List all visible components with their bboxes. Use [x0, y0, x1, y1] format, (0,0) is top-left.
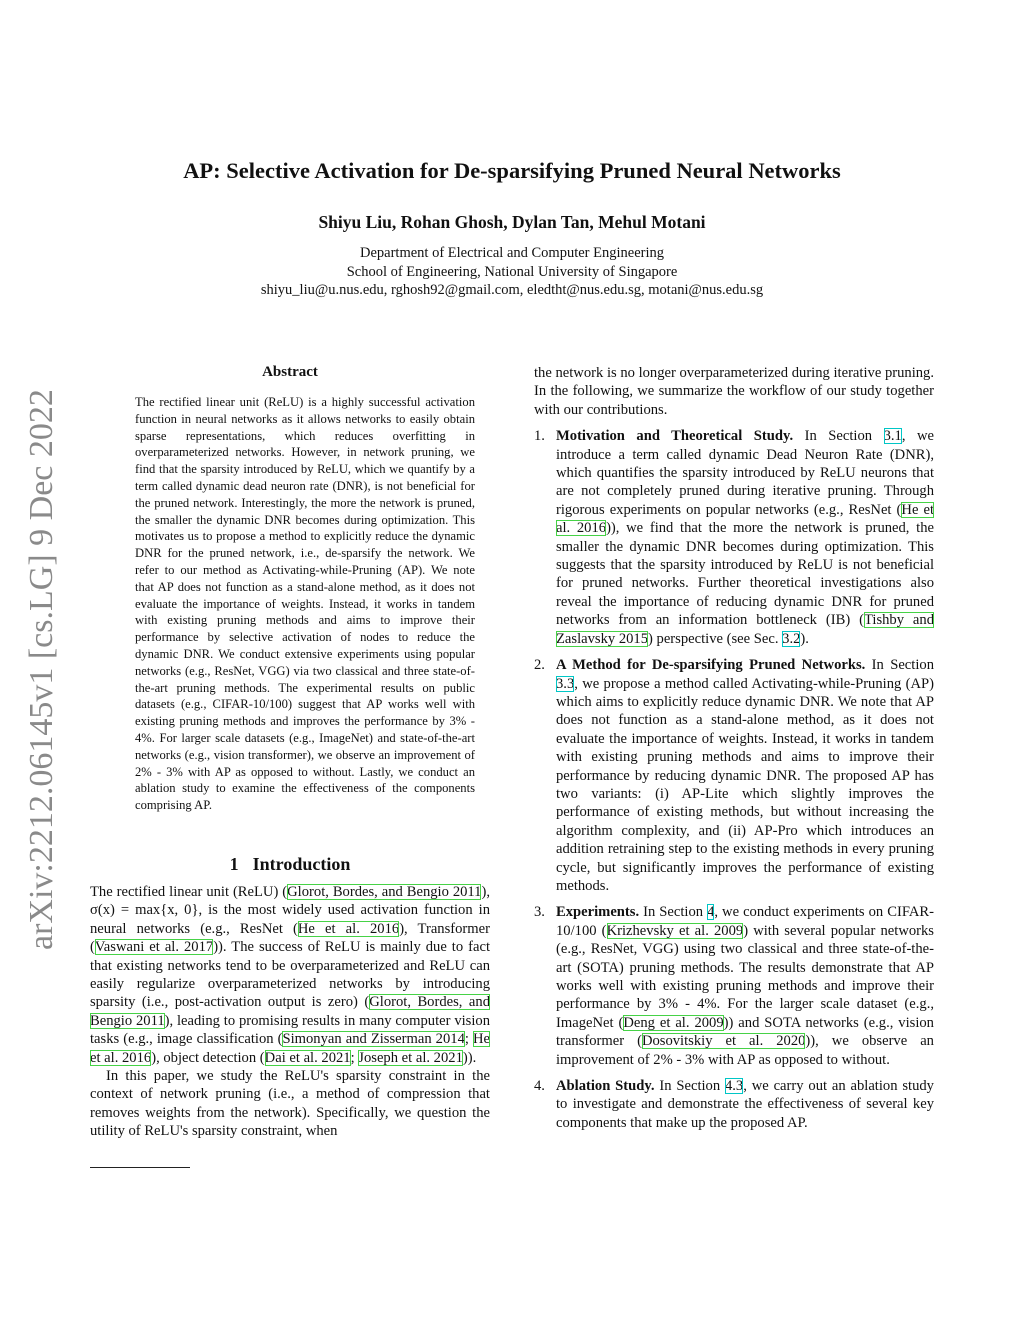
section-number: 1 [229, 854, 239, 874]
section-heading-introduction [90, 854, 490, 875]
text-run: ). [800, 630, 809, 647]
text-run: )), we find that the more the network is pruned, the smaller the dynamic DNR becomes during optimization. This suggests that the sparsity introduced by ReLU is not beneficial for pruned networks. Further theoretical investigations also reveal the importance of reducing dynamic DNR for pruned networks from an information bottleneck (IB) ( [556, 520, 934, 629]
abstract-text: The rectified linear unit (ReLU) is a highly successful activation function in neural networks as it allows networks to easily obtain sparse representations, which reduces overfitting in overparameterized networks. However, in network pruning, we find that the sparsity introduced by ReLU, which we quantify by a term called dynamic dead neuron rate (DNR), is not beneficial for the pruned network. Interestingly, the more the network is pruned, the smaller the dynamic DNR becomes during optimization. This motivates us to propose a method to explicitly reduce the dynamic DNR for the pruned network, i.e., de-sparsify the network. We refer to our method as Activating-while-Pruning (AP). We note that AP does not function as a stand-alone method, as it does not evaluate the importance of weights. Instead, it works in tandem with existing pruning methods and aims to improve their performance by selective activation of nodes to reduce the dynamic DNR. We conduct extensive experiments using popular networks (e.g., ResNet, VGG) via two classical and three state-of-the-art pruning methods. The experimental results on public datasets (e.g., CIFAR-10/100) suggest that AP works well with existing pruning methods and improves the performance by 3% - 4%. For larger scale datasets (e.g., ImageNet) and state-of-the-art networks (e.g., vision transformer), we observe an improvement of 2% - 3% with AP as opposed to without. Lastly, we conduct an ablation study to examine the effectiveness of the components comprising AP. [135, 395, 475, 813]
citation-link[interactable]: Joseph et al. 2021 [358, 1049, 463, 1066]
item-number: 3. [534, 904, 545, 921]
text-run: )). [462, 1049, 477, 1066]
contribution-list [534, 427, 934, 1132]
text-run: In Section [793, 428, 884, 445]
abstract-heading: Abstract [262, 364, 318, 380]
affiliation-block [0, 244, 1024, 300]
text-run: ; [350, 1049, 359, 1066]
section-link[interactable]: 3.1 [883, 428, 902, 445]
section-link[interactable]: 3.2 [782, 630, 801, 647]
item-number: 2. [534, 657, 545, 674]
section-title-text: Introduction [252, 854, 351, 874]
contribution-item [534, 903, 934, 1069]
contribution-item [534, 656, 934, 895]
author-emails: shiyu_liu@u.nus.edu, rghosh92@gmail.com, eledtht@nus.edu.sg, motani@nus.edu.sg [260, 282, 764, 298]
citation-link[interactable]: Dai et al. 2021 [264, 1049, 351, 1066]
text-run: )) and SOTA networks (e.g., vision transformer ( [556, 1014, 934, 1050]
introduction-body [90, 883, 490, 1141]
section-link[interactable]: 3.3 [556, 675, 575, 692]
footnote-separator [90, 1167, 190, 1168]
text-run: , we propose a method called Activating-while-Pruning (AP) which aims to explicitly reduce dynamic DNR. We note that AP does not function as a stand-alone method, as it does not evaluate the importance of weights. Instead, it works in tandem with existing pruning methods and aims to improve their performance by reducing dynamic DNR. The proposed AP has two variants: (i) AP-Lite which slightly improves the performance of existing methods, but without increasing the algorithm complexity, and (ii) AP-Pro which introduces an addition retraining step to the existing methods in every pruning cycle, but significantly improves the performance of existing methods. [556, 675, 934, 894]
arxiv-identifier: arXiv:2212.06145v1 [cs.LG] 9 Dec 2022 [23, 389, 60, 951]
contribution-item [534, 427, 934, 648]
text-run: )). The success of ReLU is mainly due to fact that existing networks tend to be overparameterized and ReLU can easily regularize overparameterized networks by introducing sparsity (i.e., post-activation output is zero) ( [90, 939, 490, 1011]
intro-paragraph-2-continued: the network is no longer overparameterized during iterative pruning. In the following, we summarize the workflow of our study together with our contributions. [534, 365, 934, 418]
text-run: In Section [654, 1078, 725, 1095]
text-run: ), Transformer ( [90, 920, 490, 956]
citation-link[interactable]: He et al. 2016 [297, 920, 400, 937]
right-column [534, 364, 934, 1140]
author-list: Shiyu Liu, Rohan Ghosh, Dylan Tan, Mehul Motani [318, 212, 706, 232]
citation-link[interactable]: Glorot, Bordes, and Bengio 2011 [90, 994, 490, 1029]
text-run: , we conduct experiments on CIFAR-10/100 ( [556, 904, 934, 939]
citation-link[interactable]: Deng et al. 2009 [623, 1014, 724, 1031]
text-run: In Section [865, 657, 934, 674]
text-run: ) perspective (see Sec. [648, 630, 783, 647]
citation-link[interactable]: Vaswani et al. 2017 [94, 939, 214, 956]
text-run: , we carry out an ablation study to investigate and demonstrate the effectiveness of several key components that make up the proposed AP. [556, 1078, 934, 1131]
citation-link[interactable]: Glorot, Bordes, and Bengio 2011 [287, 884, 482, 900]
text-run: In Section [639, 904, 708, 921]
citation-link[interactable]: Dosovitskiy et al. 2020 [641, 1033, 806, 1050]
item-number: 1. [534, 428, 545, 445]
citation-link[interactable]: Simonyan and Zisserman 2014 [282, 1031, 465, 1048]
item-lead: A Method for De-sparsifying Pruned Networks. [556, 657, 866, 674]
text-run: The rectified linear unit (ReLU) ( [90, 884, 288, 900]
text-run: ) with several popular networks (e.g., ResNet, VGG) using two classical and three state-of-the-art (SOTA) pruning methods. The results demonstrate that AP works well with existing pruning methods and improve their performance by 3% - 4%. For the larger scale dataset (e.g., ImageNet ( [556, 922, 934, 1031]
contribution-item [534, 1077, 934, 1132]
item-lead: Ablation Study. [556, 1078, 655, 1095]
citation-link[interactable]: He et al. 2016 [90, 1031, 491, 1066]
text-run: ; [464, 1031, 473, 1048]
item-lead: Motivation and Theoretical Study. [556, 428, 794, 445]
section-link[interactable]: 4 [707, 904, 715, 921]
item-number: 4. [534, 1078, 545, 1095]
citation-link[interactable]: Tishby and Zaslavsky 2015 [556, 612, 934, 647]
citation-link[interactable]: He et al. 2016 [556, 501, 935, 537]
text-run: ), σ(x) = max{x, 0}, is the most widely used activation function in neural networks (e.g., ResNet ( [90, 884, 490, 937]
section-link[interactable]: 4.3 [724, 1078, 744, 1095]
citation-link[interactable]: Krizhevsky et al. 2009 [606, 922, 744, 939]
text-run: ), leading to promising results in many computer vision tasks (e.g., image classification ( [90, 1012, 490, 1048]
paper-title: AP: Selective Activation for De-sparsifying Pruned Neural Networks [183, 158, 841, 183]
item-lead: Experiments. [556, 904, 640, 921]
affiliation-school: School of Engineering, National University of Singapore [346, 263, 678, 280]
affiliation-department: Department of Electrical and Computer Engineering [360, 245, 664, 261]
text-run: )), we observe an improvement of 2% - 3% with AP as opposed to without. [556, 1033, 934, 1068]
text-run: ), object detection ( [151, 1049, 265, 1066]
intro-paragraph-1 [90, 883, 490, 1067]
text-run: , we introduce a term called dynamic Dead Neuron Rate (DNR), which quantifies the sparsity introduced by ReLU neurons that are not completely pruned during iterative pruning. Through rigorous experiments on popular networks (e.g., ResNet ( [556, 428, 934, 518]
intro-paragraph-2: In this paper, we study the ReLU's sparsity constraint in the context of network pruning (i.e., a method of compression that removes weights from the network). Specifically, we question the utility of ReLU's sparsity constraint, when [90, 1068, 490, 1140]
